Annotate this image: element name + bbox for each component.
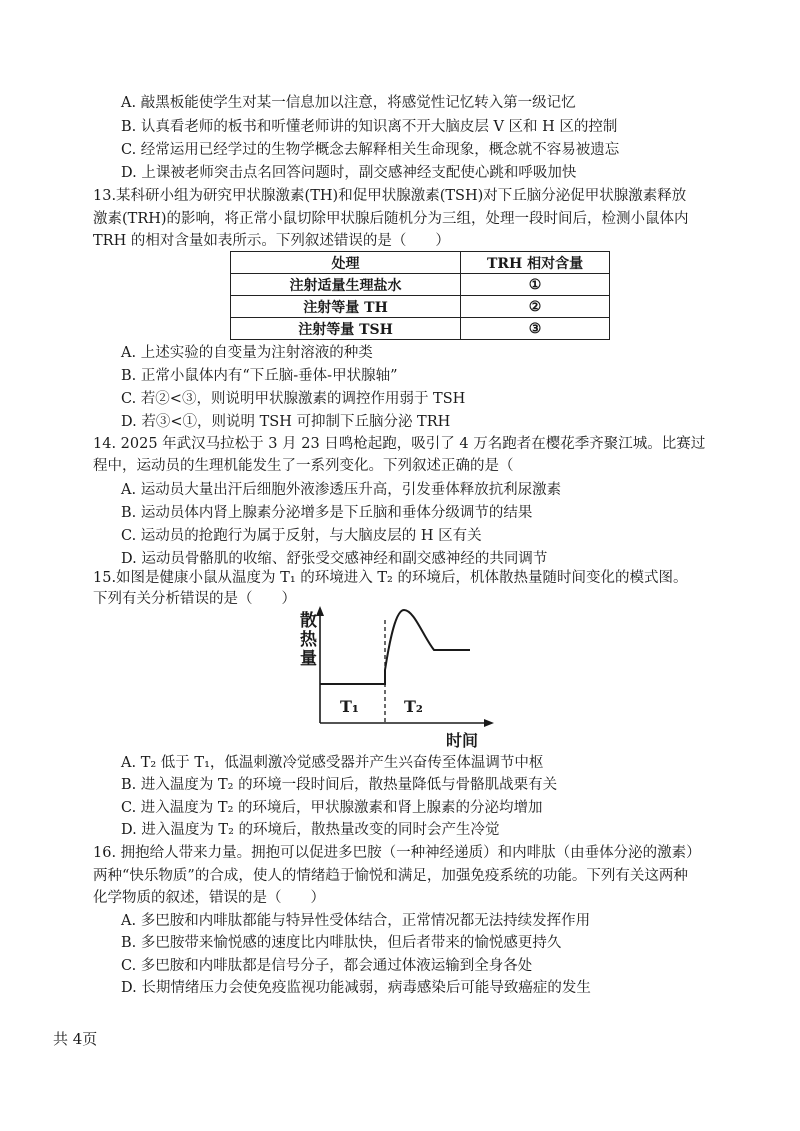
- x-axis-arrow-icon: [484, 719, 494, 727]
- y-axis-arrow-icon: [316, 606, 324, 616]
- table-header-trh: TRH 相对含量: [461, 252, 610, 274]
- q16-stem-line-1: 16. 拥抱给人带来力量。拥抱可以促进多巴胺（一种神经递质）和内啡肽（由垂体分泌的激素）: [93, 845, 701, 861]
- table-row: [231, 296, 610, 318]
- table-cell-trh: ①: [461, 274, 610, 296]
- q13-table: [230, 251, 610, 340]
- q14-stem-line-1: 14. 2025 年武汉马拉松于 3 月 23 日鸣枪起跑，吸引了 4 万名跑者在樱花季齐聚江城。比赛过: [93, 436, 706, 452]
- y-axis-label-char-3: 量: [300, 649, 317, 669]
- q14-option-d: D. 运动员骨骼肌的收缩、舒张受交感神经和副交感神经的共同调节: [121, 551, 548, 567]
- table-row: [231, 318, 610, 340]
- q15-option-d: D. 进入温度为 T₂ 的环境后，散热量改变的同时会产生冷觉: [121, 822, 500, 838]
- q12-option-b: B. 认真看老师的板书和听懂老师讲的知识离不开大脑皮层 V 区和 H 区的控制: [121, 119, 618, 135]
- table-cell-trh: ②: [461, 296, 610, 318]
- q15-stem-line-2: 下列有关分析错误的是（ ）: [93, 591, 296, 607]
- table-cell-treatment: 注射等量 TH: [231, 296, 461, 318]
- q13-option-b: B. 正常小鼠体内有“下丘脑-垂体-甲状腺轴”: [121, 368, 398, 384]
- heat-dissipation-curve: [320, 610, 470, 684]
- q13-stem-line-2: 激素(TRH)的影响，将正常小鼠切除甲状腺后随机分为三组，处理一段时间后，检测小鼠体内: [93, 211, 689, 227]
- q13-option-c: C. 若②<③，则说明甲状腺激素的调控作用弱于 TSH: [121, 391, 466, 407]
- q14-option-c: C. 运动员的抢跑行为属于反射，与大脑皮层的 H 区有关: [121, 528, 482, 544]
- q12-option-c: C. 经常运用已经学过的生物学概念去解释相关生命现象，概念就不容易被遗忘: [121, 142, 620, 158]
- q16-option-a: A. 多巴胺和内啡肽都能与特异性受体结合，正常情况都无法持续发挥作用: [121, 913, 591, 929]
- q15-option-a: A. T₂ 低于 T₁，低温刺激冷觉感受器并产生兴奋传至体温调节中枢: [121, 755, 544, 771]
- q16-stem-line-3: 化学物质的叙述，错误的是（ ）: [93, 890, 325, 906]
- q13-stem-line-3: TRH 的相对含量如表所示。下列叙述错误的是（ ）: [93, 233, 450, 249]
- q14-option-b: B. 运动员体内肾上腺素分泌增多是下丘脑和垂体分级调节的结果: [121, 505, 533, 521]
- page-count-footer: 共 4页: [53, 1030, 98, 1048]
- table-cell-treatment: 注射适量生理盐水: [231, 274, 461, 296]
- region-t1-label: T₁: [340, 697, 359, 716]
- table-cell-trh: ③: [461, 318, 610, 340]
- heat-dissipation-graph: [290, 598, 510, 763]
- q16-stem-line-2: 两种“快乐物质”的合成，使人的情绪趋于愉悦和满足，加强免疫系统的功能。下列有关这两种: [93, 868, 688, 884]
- table-cell-treatment: 注射等量 TSH: [231, 318, 461, 340]
- region-t2-label: T₂: [404, 697, 423, 716]
- y-axis-label-char-2: 热: [300, 630, 317, 650]
- q16-option-d: D. 长期情绪压力会使免疫监视功能减弱，病毒感染后可能导致癌症的发生: [121, 980, 591, 996]
- table-header-treatment: 处理: [231, 252, 461, 274]
- table-row: [231, 274, 610, 296]
- q16-option-b: B. 多巴胺带来愉悦感的速度比内啡肽快，但后者带来的愉悦感更持久: [121, 935, 562, 951]
- table-header-row: [231, 252, 610, 274]
- x-axis-label: 时间: [446, 731, 479, 750]
- q12-option-a: A. 敲黑板能使学生对某一信息加以注意，将感觉性记忆转入第一级记忆: [121, 95, 576, 111]
- q15-option-c: C. 进入温度为 T₂ 的环境后，甲状腺激素和肾上腺素的分泌均增加: [121, 800, 543, 816]
- q13-option-d: D. 若③<①，则说明 TSH 可抑制下丘脑分泌 TRH: [121, 414, 451, 430]
- q14-stem-line-2: 程中，运动员的生理机能发生了一系列变化。下列叙述正确的是（: [93, 458, 514, 474]
- q14-option-a: A. 运动员大量出汗后细胞外液渗透压升高，引发垂体释放抗利尿激素: [121, 482, 562, 498]
- q15-stem-line-1: 15.如图是健康小鼠从温度为 T₁ 的环境进入 T₂ 的环境后，机体散热量随时间变化的模式图。: [93, 570, 688, 586]
- q13-stem-line-1: 13.某科研小组为研究甲状腺激素(TH)和促甲状腺激素(TSH)对下丘脑分泌促甲状腺激素释放: [93, 188, 687, 204]
- q12-option-d: D. 上课被老师突击点名回答问题时，副交感神经支配使心跳和呼吸加快: [121, 165, 577, 181]
- q13-option-a: A. 上述实验的自变量为注射溶液的种类: [121, 345, 373, 361]
- q15-option-b: B. 进入温度为 T₂ 的环境一段时间后，散热量降低与骨骼肌战栗有关: [121, 777, 558, 793]
- y-axis-label-char-1: 散: [300, 611, 317, 631]
- q16-option-c: C. 多巴胺和内啡肽都是信号分子，都会通过体液运输到全身各处: [121, 958, 533, 974]
